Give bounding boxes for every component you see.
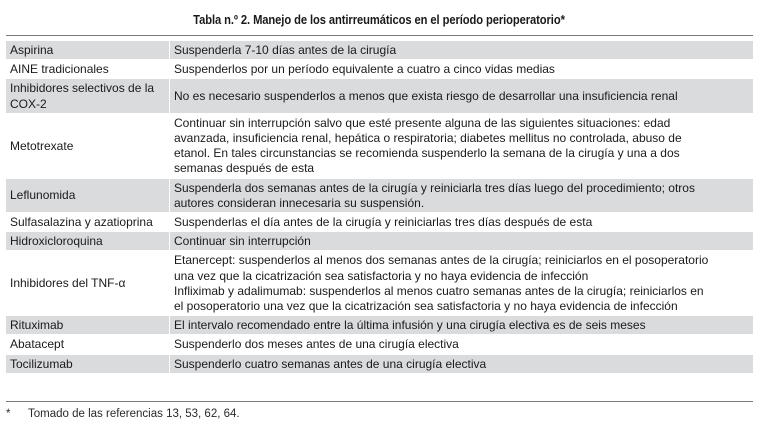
- recommendation-cell: [170, 354, 754, 373]
- recommendation-line: Etanercept: suspenderlos al menos dos semanas antes de la cirugía; reiniciarlos en el posoperatorio: [174, 253, 709, 268]
- table-row: [6, 60, 753, 79]
- recommendation-line: El intervalo recomendado entre la última infusión y una cirugía electiva es de seis meses: [174, 318, 646, 333]
- recommendation-line: Continuar sin interrupción salvo que esté presente alguna de las siguientes situaciones: edad: [174, 115, 671, 130]
- recommendation-cell: [170, 251, 754, 316]
- footnote-text: Tomado de las referencias 13, 53, 62, 64.: [28, 408, 240, 420]
- recommendation-line: No es necesario suspenderlos a menos que exista riesgo de desarrollar una insuficiencia renal: [174, 89, 678, 103]
- recommendation-cell: [170, 178, 754, 212]
- drug-name-cell: AINE tradicionales: [6, 60, 170, 79]
- recommendation-line: Continuar sin interrupción: [174, 234, 311, 249]
- table-row: [6, 354, 753, 373]
- recommendation-cell: [170, 213, 754, 232]
- table-row: [6, 213, 753, 232]
- recommendation-line: Suspenderlo cuatro semanas antes de una cirugía electiva: [174, 356, 487, 371]
- drug-name-cell: Aspirina: [6, 41, 170, 60]
- recommendation-cell: [170, 316, 754, 335]
- bottom-rule: [6, 401, 753, 402]
- recommendation-cell: [170, 232, 754, 251]
- table-body: [6, 41, 753, 373]
- recommendation-cell: [170, 113, 754, 178]
- table-row: [6, 251, 753, 316]
- recommendation-line: Suspenderla dos semanas antes de la cirugía y reiniciarla tres días luego del procedimiento; otros: [174, 180, 695, 195]
- drug-name-cell: Tocilizumab: [6, 354, 170, 373]
- recommendation-line: Suspenderlas el día antes de la cirugía y reiniciarlas tres días después de esta: [174, 215, 593, 230]
- drug-name-cell: Inhibidores del TNF-α: [6, 251, 170, 316]
- recommendation-cell: [170, 41, 754, 60]
- recommendation-line: el posoperatorio una vez que la cicatrización sea satisfactoria y no haya evidencia de infección: [174, 299, 678, 314]
- drug-name-cell: Hidroxicloroquina: [6, 232, 170, 251]
- recommendation-line: autores consideran innecesaria su suspensión.: [174, 195, 425, 210]
- drug-management-table: [6, 41, 753, 374]
- table-title: Tabla n.º 2. Manejo de los antirreumáticos en el período perioperatorio*: [193, 12, 565, 27]
- footnote: [6, 408, 240, 420]
- drug-name-cell: Inhibidores selectivos de la COX-2: [6, 79, 170, 113]
- drug-name-cell: Sulfasalazina y azatioprina: [6, 213, 170, 232]
- recommendation-line: semanas después de esta: [174, 161, 315, 176]
- recommendation-cell: [170, 60, 754, 79]
- drug-name-cell: Metotrexate: [6, 113, 170, 178]
- drug-name-cell: Rituximab: [6, 316, 170, 335]
- recommendation-line: una vez que la cicatrización sea satisfactoria y no haya evidencia de infección: [174, 268, 589, 283]
- drug-name-cell: Leflunomida: [6, 178, 170, 212]
- recommendation-line: avanzada, insuficiencia renal, hepática o respiratoria; diabetes mellitus no controlada, abuso de: [174, 131, 682, 146]
- recommendation-line: etanol. En tales circunstancias se recomienda suspenderlo la semana de la cirugía y una a dos: [174, 146, 680, 161]
- recommendation-line: Suspenderlos por un período equivalente a cuatro a cinco vidas medias: [174, 62, 555, 77]
- table-row: [6, 178, 753, 212]
- table-row: [6, 316, 753, 335]
- table-row: [6, 232, 753, 251]
- table-row: [6, 335, 753, 354]
- recommendation-cell: [170, 335, 754, 354]
- table-row: [6, 113, 753, 178]
- top-rule: [6, 35, 753, 36]
- table-row: [6, 41, 753, 60]
- table-row: [6, 79, 753, 113]
- drug-name-cell: Abatacept: [6, 335, 170, 354]
- recommendation-line: Suspenderlo dos meses antes de una cirugía electiva: [174, 337, 459, 352]
- recommendation-line: Infliximab y adalimumab: suspenderlos al menos cuatro semanas antes de la cirugía; reiniciarlos en: [174, 283, 704, 298]
- recommendation-cell: [170, 79, 754, 113]
- recommendation-line: Suspenderla 7-10 días antes de la cirugía: [174, 43, 397, 57]
- footnote-mark: *: [6, 408, 11, 420]
